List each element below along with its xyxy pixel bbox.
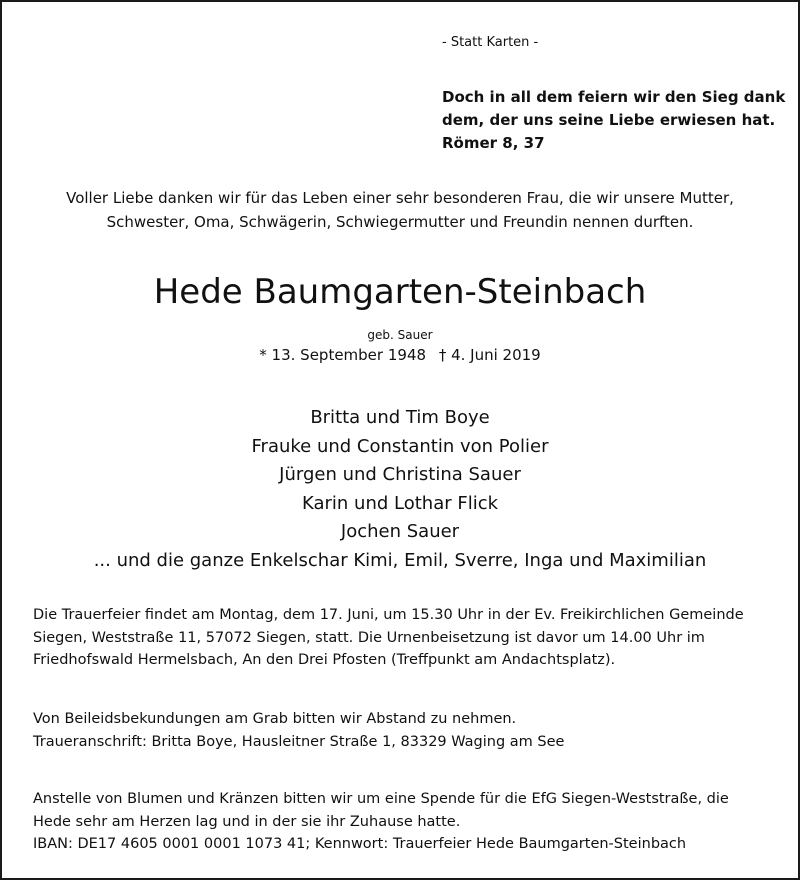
funeral-line: Die Trauerfeier findet am Montag, dem 17. Juni, um 15.30 Uhr in der Ev. Freikirchlichen Gemeinde xyxy=(33,607,744,623)
intro-text xyxy=(2,186,798,234)
verse-line: dem, der uns seine Liebe erwiesen hat. xyxy=(442,111,776,129)
family-member: Frauke und Constantin von Polier xyxy=(251,435,549,457)
bible-verse xyxy=(442,86,785,155)
family-list xyxy=(2,404,798,575)
mourning-address: Traueranschrift: Britta Boye, Hausleitner Straße 1, 83329 Waging am See xyxy=(33,733,565,750)
birth-name: geb. Sauer xyxy=(367,328,433,342)
intro-line: Schwester, Oma, Schwägerin, Schwiegermutter und Freundin nennen durften. xyxy=(106,213,694,231)
birth-date: * 13. September 1948 xyxy=(259,346,427,364)
funeral-line: Friedhofswald Hermelsbach, An den Drei Pfosten (Treffpunkt am Andachtsplatz). xyxy=(33,652,616,668)
condolence-line: Von Beileidsbekundungen am Grab bitten wir Abstand zu nehmen. xyxy=(33,711,517,727)
donation-info xyxy=(33,788,729,856)
condolence-info xyxy=(33,708,564,753)
family-member: Jochen Sauer xyxy=(340,521,460,542)
funeral-info xyxy=(33,604,744,672)
verse-reference: Römer 8, 37 xyxy=(442,134,545,152)
funeral-line: Siegen, Weststraße 11, 57072 Siegen, statt. Die Urnenbeisetzung ist davor um 14.00 Uhr im xyxy=(33,629,705,646)
donation-line: Hede sehr am Herzen lag und in der sie ihr Zuhause hatte. xyxy=(33,813,461,830)
bank-details: IBAN: DE17 4605 0001 0001 1073 41; Kennwort: Trauerfeier Hede Baumgarten-Steinbach xyxy=(33,836,687,852)
statt-karten-note: - Statt Karten - xyxy=(442,35,539,50)
intro-line: Voller Liebe danken wir für das Leben einer sehr besonderen Frau, die wir unsere Mutter, xyxy=(66,189,734,207)
donation-line: Anstelle von Blumen und Kränzen bitten wir um eine Spende für die EfG Siegen-Weststraße, die xyxy=(33,791,729,807)
life-dates xyxy=(2,346,798,364)
death-date: † 4. Juni 2019 xyxy=(438,346,541,364)
family-member: Karin und Lothar Flick xyxy=(301,492,499,514)
verse-line: Doch in all dem feiern wir den Sieg dank xyxy=(442,88,786,106)
family-member: Britta und Tim Boye xyxy=(310,407,490,428)
family-member: Jürgen und Christina Sauer xyxy=(279,464,521,485)
deceased-name: Hede Baumgarten-Steinbach xyxy=(153,272,647,312)
family-member: ... und die ganze Enkelschar Kimi, Emil, Sverre, Inga und Maximilian xyxy=(93,549,707,571)
